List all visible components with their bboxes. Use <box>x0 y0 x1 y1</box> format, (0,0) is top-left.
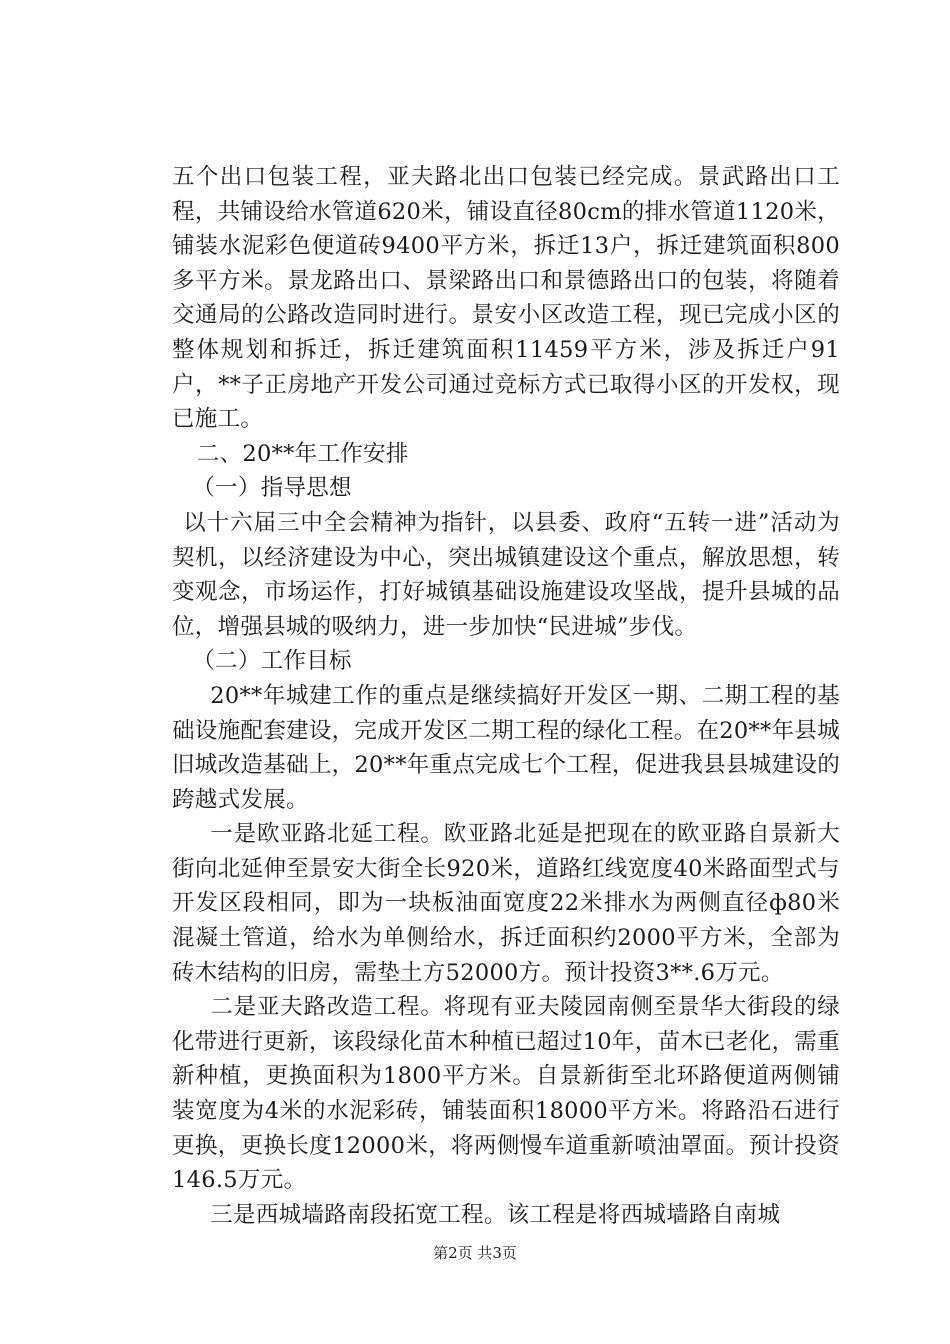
paragraph-project-3: 三是西城墙路南段拓宽工程。该工程是将西城墙路自南城 <box>210 1201 781 1228</box>
subsection-heading-work-goals: （二）工作目标 <box>192 648 352 675</box>
paragraph-work-goals: 20**年城建工作的重点是继续搞好开发区一期、二期工程的基础设施配套建设，完成开发区二期工程的绿化工程。在20**年县城旧城改造基础上，20**年重点完成七个工程，促进我县县城建设的跨越式发展。 <box>172 682 840 813</box>
document-body <box>172 160 840 1232</box>
paragraph-progress-outlets: 五个出口包装工程，亚夫路北出口包装已经完成。景武路出口工程，共铺设给水管道620米，铺设直径80cm的排水管道1120米，铺装水泥彩色便道砖9400平方米，拆迁13户，拆迁建筑面积800多平方米。景龙路出口、景梁路出口和景德路出口的包装，将随着交通局的公路改造同时进行。景安小区改造工程，现已完成小区的整体规划和拆迁，拆迁建筑面积11459平方米，涉及拆迁户91户，**子正房地产开发公司通过竞标方式已取得小区的开发权，现已施工。 <box>172 164 840 433</box>
section-heading-work-plan: 二、20**年工作安排 <box>196 440 409 467</box>
subsection-heading-guiding-thought: （一）指导思想 <box>192 475 352 502</box>
paragraph-project-1: 一是欧亚路北延工程。欧亚路北延是把现在的欧亚路自景新大街向北延伸至景安大街全长920米，道路红线宽度40米路面型式与开发区段相同，即为一块板油面宽度22米排水为两侧直径ф80米混凝土管道，给水为单侧给水，拆迁面积约2000平方米，全部为砖木结构的旧房，需垫土方52000方。预计投资3**.6万元。 <box>172 821 840 986</box>
paragraph-project-2: 二是亚夫路改造工程。将现有亚夫陵园南侧至景华大街段的绿化带进行更新，该段绿化苗木种植已超过10年，苗木已老化，需重新种植，更换面积为1800平方米。自景新街至北环路便道两侧铺装宽度为4米的水泥彩砖，铺装面积18000平方米。将路沿石进行更换，更换长度12000米，将两侧慢车道重新喷油罩面。预计投资146.5万元。 <box>172 994 840 1194</box>
page-number-footer: 第2页 共3页 <box>433 1244 517 1262</box>
paragraph-guiding-thought: 以十六届三中全会精神为指针，以县委、政府“五转一进”活动为契机，以经济建设为中心，突出城镇建设这个重点，解放思想，转变观念，市场运作，打好城镇基础设施建设攻坚战，提升县城的品位，增强县城的吸纳力，进一步加快“民进城”步伐。 <box>172 509 840 640</box>
